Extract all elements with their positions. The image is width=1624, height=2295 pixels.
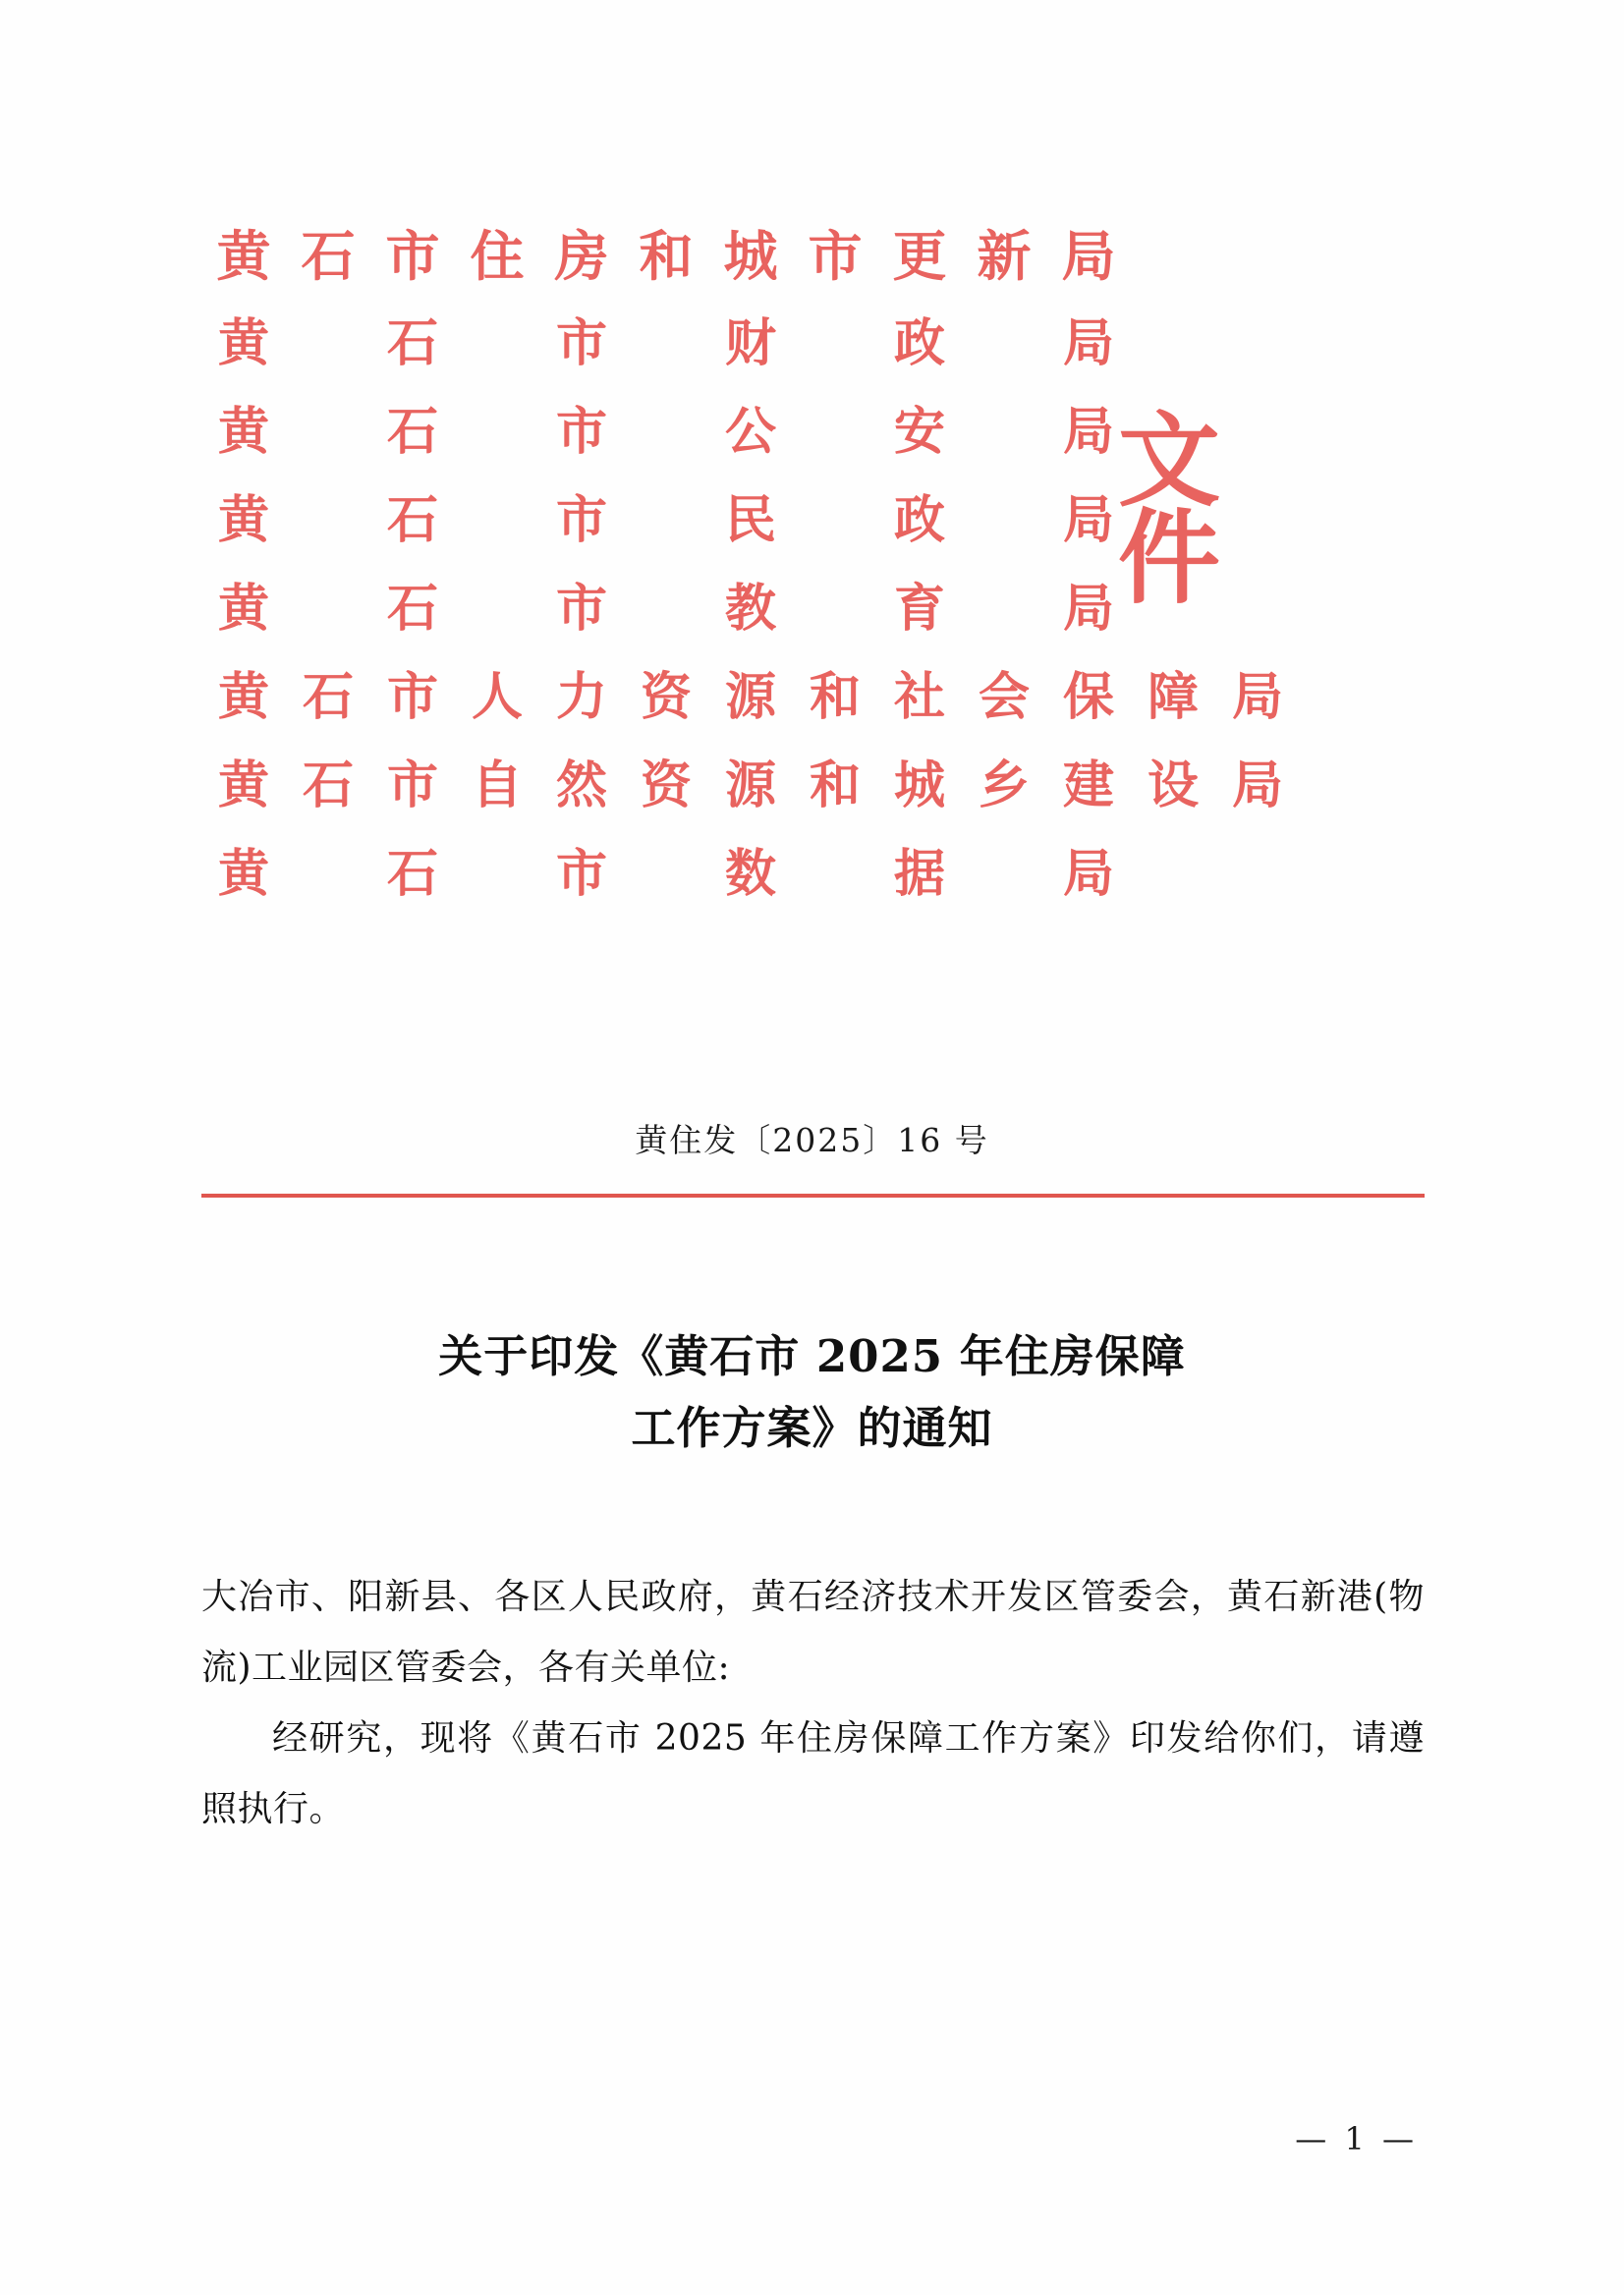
page-number: — 1 — — [1295, 2120, 1418, 2157]
body-paragraph-main: 经研究，现将《黄石市 2025 年住房保障工作方案》印发给你们，请遵照执行。 — [201, 1718, 1425, 1829]
letterhead-char: 更 — [892, 223, 947, 288]
letterhead-char: 公 — [724, 402, 776, 462]
letterhead-char: 力 — [555, 667, 607, 727]
letterhead-char: 人 — [471, 667, 523, 727]
letterhead-char: 会 — [978, 667, 1030, 727]
letterhead-char: 和 — [809, 667, 861, 727]
letterhead-row — [201, 830, 1469, 919]
letterhead-char: 黄 — [217, 490, 269, 550]
letterhead-char: 局 — [1062, 490, 1114, 550]
letterhead-char: 局 — [1062, 402, 1114, 462]
letterhead-char: 市 — [555, 313, 607, 373]
page-title — [0, 1321, 1624, 1465]
document-body — [201, 1562, 1425, 1845]
letterhead-char: 城 — [723, 223, 778, 288]
letterhead-char: 保 — [1062, 667, 1114, 727]
letterhead-block — [201, 211, 1469, 919]
letterhead-char: 和 — [809, 756, 861, 815]
letterhead-char: 黄 — [217, 579, 269, 639]
letterhead-row — [201, 653, 1469, 742]
letterhead-char: 黄 — [217, 667, 269, 727]
body-paragraph-recipients: 大冶市、阳新县、各区人民政府，黄石经济技术开发区管委会，黄石新港(物流)工业园区管委会，各有关单位: — [201, 1577, 1425, 1688]
letterhead-char: 源 — [724, 756, 776, 815]
letterhead-char: 石 — [386, 844, 438, 904]
letterhead-row — [201, 742, 1469, 830]
letterhead-char: 乡 — [978, 756, 1030, 815]
document-number: 黄住发〔2025〕16 号 — [635, 1121, 989, 1159]
letterhead-row — [201, 476, 1469, 565]
letterhead-char: 石 — [302, 756, 354, 815]
letterhead-char: 资 — [640, 756, 692, 815]
letterhead-char: 石 — [386, 313, 438, 373]
letterhead-char: 房 — [554, 223, 609, 288]
letterhead-char: 市 — [555, 844, 607, 904]
letterhead-char: 自 — [471, 756, 523, 815]
letterhead-row — [201, 300, 1469, 388]
letterhead-char: 石 — [386, 579, 438, 639]
letterhead-char: 市 — [555, 579, 607, 639]
letterhead-char: 黄 — [217, 402, 269, 462]
letterhead-char: 障 — [1147, 667, 1199, 727]
letterhead-char: 石 — [302, 667, 354, 727]
letterhead-char: 局 — [1062, 313, 1114, 373]
letterhead-char: 黄 — [217, 756, 269, 815]
letterhead-char: 石 — [386, 402, 438, 462]
letterhead-char: 安 — [893, 402, 945, 462]
letterhead-char: 局 — [1062, 844, 1114, 904]
letterhead-char: 局 — [1231, 667, 1283, 727]
letterhead-row — [201, 565, 1469, 653]
letterhead-char: 据 — [893, 844, 945, 904]
letterhead-char: 新 — [977, 223, 1032, 288]
title-line-2: 工作方案》的通知 — [631, 1401, 993, 1454]
letterhead-char: 然 — [555, 756, 607, 815]
letterhead-char: 民 — [724, 490, 776, 550]
letterhead-char: 黄 — [217, 313, 269, 373]
letterhead-char: 局 — [1062, 579, 1114, 639]
letterhead-char: 石 — [301, 223, 356, 288]
letterhead-row — [201, 211, 1469, 300]
wenjian-label: 文件 — [1117, 400, 1220, 618]
letterhead-char: 数 — [724, 844, 776, 904]
letterhead-char: 育 — [893, 579, 945, 639]
letterhead-char: 财 — [724, 313, 776, 373]
letterhead-char: 市 — [386, 667, 438, 727]
letterhead-row — [201, 388, 1469, 476]
letterhead-char: 市 — [555, 490, 607, 550]
letterhead-char: 和 — [639, 223, 694, 288]
letterhead-char: 政 — [893, 490, 945, 550]
letterhead-char: 黄 — [216, 223, 271, 288]
letterhead-char: 城 — [893, 756, 945, 815]
letterhead-char: 市 — [386, 756, 438, 815]
letterhead-char: 市 — [385, 223, 440, 288]
letterhead-char: 局 — [1061, 223, 1116, 288]
letterhead-char: 局 — [1231, 756, 1283, 815]
letterhead-char: 教 — [724, 579, 776, 639]
letterhead-char: 石 — [386, 490, 438, 550]
letterhead-char: 黄 — [217, 844, 269, 904]
letterhead-char: 政 — [893, 313, 945, 373]
letterhead-char: 社 — [893, 667, 945, 727]
letterhead-char: 资 — [640, 667, 692, 727]
red-divider — [201, 1194, 1425, 1198]
letterhead-char: 市 — [808, 223, 863, 288]
letterhead-char: 住 — [470, 223, 525, 288]
letterhead-char: 市 — [555, 402, 607, 462]
letterhead-char: 源 — [724, 667, 776, 727]
letterhead-char: 建 — [1062, 756, 1114, 815]
title-line-1: 关于印发《黄石市 2025 年住房保障 — [438, 1330, 1186, 1382]
letterhead-char: 设 — [1147, 756, 1199, 815]
